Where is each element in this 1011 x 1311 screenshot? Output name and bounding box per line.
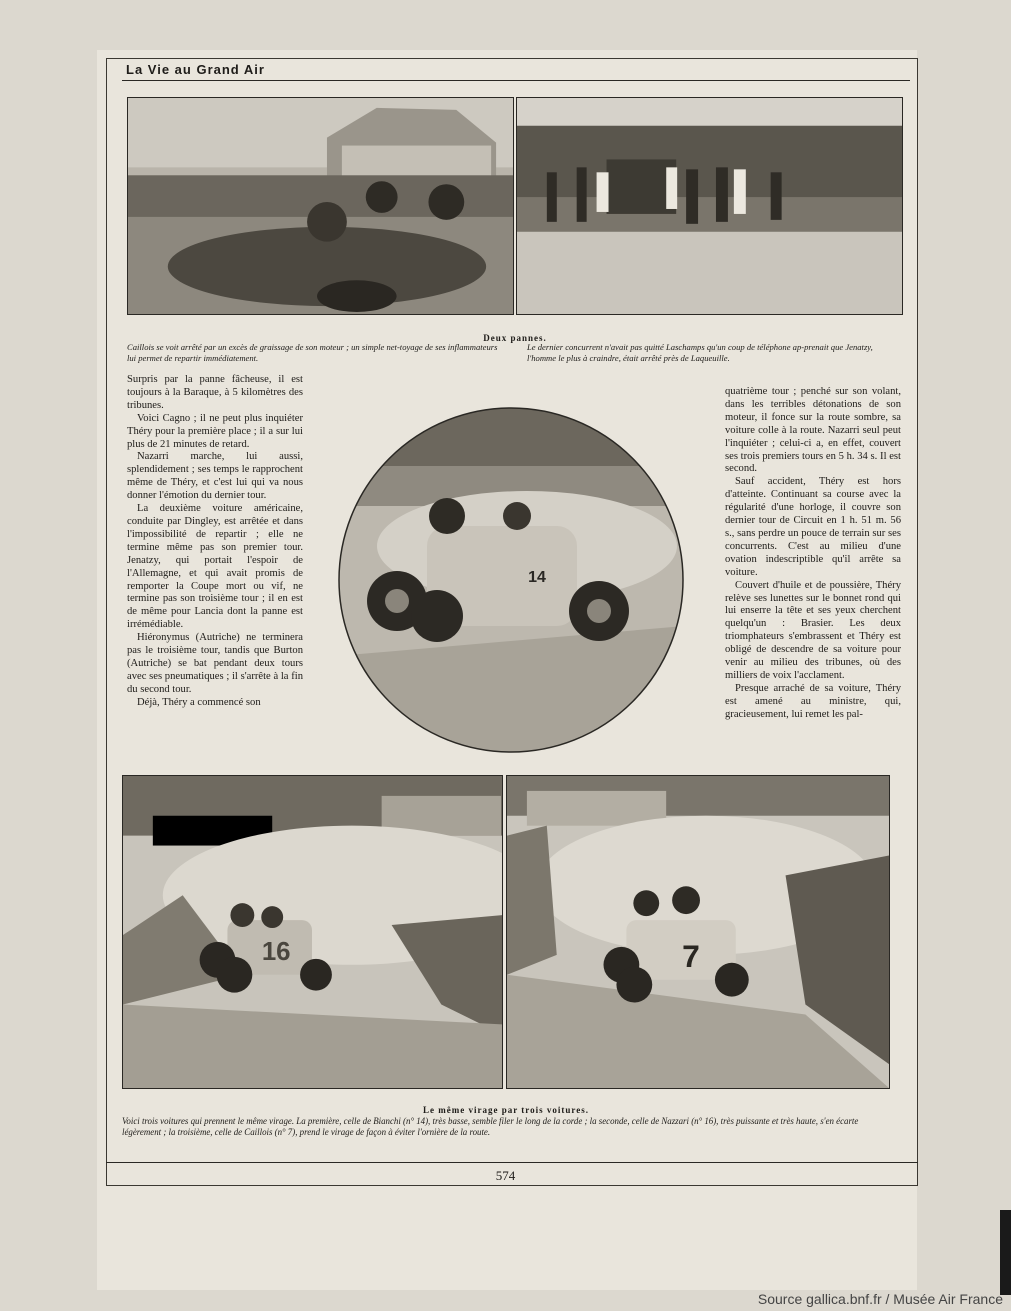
bottom-caption-text: Voici trois voitures qui prennent le même virage. La première, celle de Bianchi (n° 14), très basse, semble filer le long de la corde ; la seconde, celle de Nazzari (n° 16), très puissante et très haute, s'en écarte légèrement ; la troisième, celle de Caillois (n° 7), prend le virage de façon à éviter l'ornière de la route. <box>122 1116 859 1137</box>
left-paragraph: Voici Cagno ; il ne peut plus inquiéter Théry pour la première place ; il a sur lui plus de 21 minutes de retard. <box>127 412 303 450</box>
photo-virage-16 <box>122 775 503 1089</box>
left-paragraph: Déjà, Théry a commencé son <box>137 696 261 708</box>
left-paragraph: Hiéronymus (Autriche) ne terminera pas le troisième tour, tandis que Burton (Autriche) se bat pendant deux tours avec ses pneumatiques ; il s'arrête à la fin du second tour. <box>127 632 303 695</box>
photo-virage-7 <box>506 775 890 1089</box>
top-caption-right: Le dernier concurrent n'avait pas quitté Laschamps qu'un coup de téléphone ap-prenait que Jenatzy, l'homme le plus à craindre, était arrêté près de Laqueuille. <box>527 342 873 363</box>
right-paragraph: Couvert d'huile et de poussière, Théry relève ses lunettes sur le bonnet rond qui lui enserre la tête et ses yeux cherchent quelqu'un : Brasier. Les deux triomphateurs s'embrassent et Théry est obligé de descendre de sa voiture pour venir au milieu des tribunes, où des milliers de voix l'acclament. <box>725 579 901 681</box>
left-paragraph: La deuxième voiture américaine, conduite par Dingley, est arrêtée et dans l'impossibilité de repartir ; elle ne termine même pas son premier tour. Jenatzy, qui portait l'espoir de l'Allemagne, et qui avait promis de remporter la Coupe mort ou vif, ne termine pas son troisième tour ; il en est de même pour Lancia dont la panne est irrémédiable. <box>127 503 303 631</box>
photo-caillois-panne <box>127 97 514 315</box>
photo-jenatzy-panne <box>516 97 903 315</box>
footer-rule <box>106 1162 918 1163</box>
page-edge-tab <box>1000 1210 1011 1295</box>
header-rule <box>122 80 910 81</box>
page-header: La Vie au Grand Air <box>126 62 265 77</box>
bottom-caption-title: Le même virage par trois voitures. <box>423 1105 589 1115</box>
photo-circle-car <box>337 406 685 754</box>
right-paragraph: Sauf accident, Théry est hors d'atteinte. Continuant sa course avec la régularité d'une horloge, il couvre son dernier tour de Circuit en 1 h. 51 m. 56 s., sans perdre un pouce de terrain sur ses concurrents. C'est au milieu d'une ovation indescriptible qu'il arrête sa voiture. <box>725 476 901 578</box>
right-paragraph: Presque arraché de sa voiture, Théry est amené au ministre, qui, gracieusement, lui remet les pal- <box>725 682 901 720</box>
left-text-column <box>127 374 303 710</box>
right-text-column <box>725 386 901 722</box>
car-number-right: 7 <box>682 937 700 974</box>
car-number-left: 16 <box>261 937 291 966</box>
source-credit: Source gallica.bnf.fr / Musée Air France <box>757 1291 1003 1307</box>
car-number-circle: 14 <box>528 569 546 586</box>
left-paragraph: Nazarri marche, lui aussi, splendidement ; ses temps le rapprochent même de Théry, et c'est lui qui va nous donner l'émotion du dernier tour. <box>127 451 303 502</box>
left-paragraph: Surpris par la panne fâcheuse, il est toujours à la Baraque, à 5 kilomètres des tribunes. <box>127 374 303 411</box>
top-caption-left: Caillois se voit arrêté par un excès de graissage de son moteur ; un simple net-toyage de ses inflammateurs lui permet de repartir immédiatement. <box>127 342 498 363</box>
right-paragraph: quatrième tour ; penché sur son volant, dans les terribles détonations de son moteur, il fonce sur la route sombre, sa voiture colle à la route. Nazarri seul peut l'inquiéter ; celui-ci a, en effet, couvert ses trois premiers tours en 5 h. 34 s. Il est second. <box>725 386 901 475</box>
top-caption-title: Deux pannes. <box>483 333 547 343</box>
page-number: 574 <box>495 1168 516 1183</box>
